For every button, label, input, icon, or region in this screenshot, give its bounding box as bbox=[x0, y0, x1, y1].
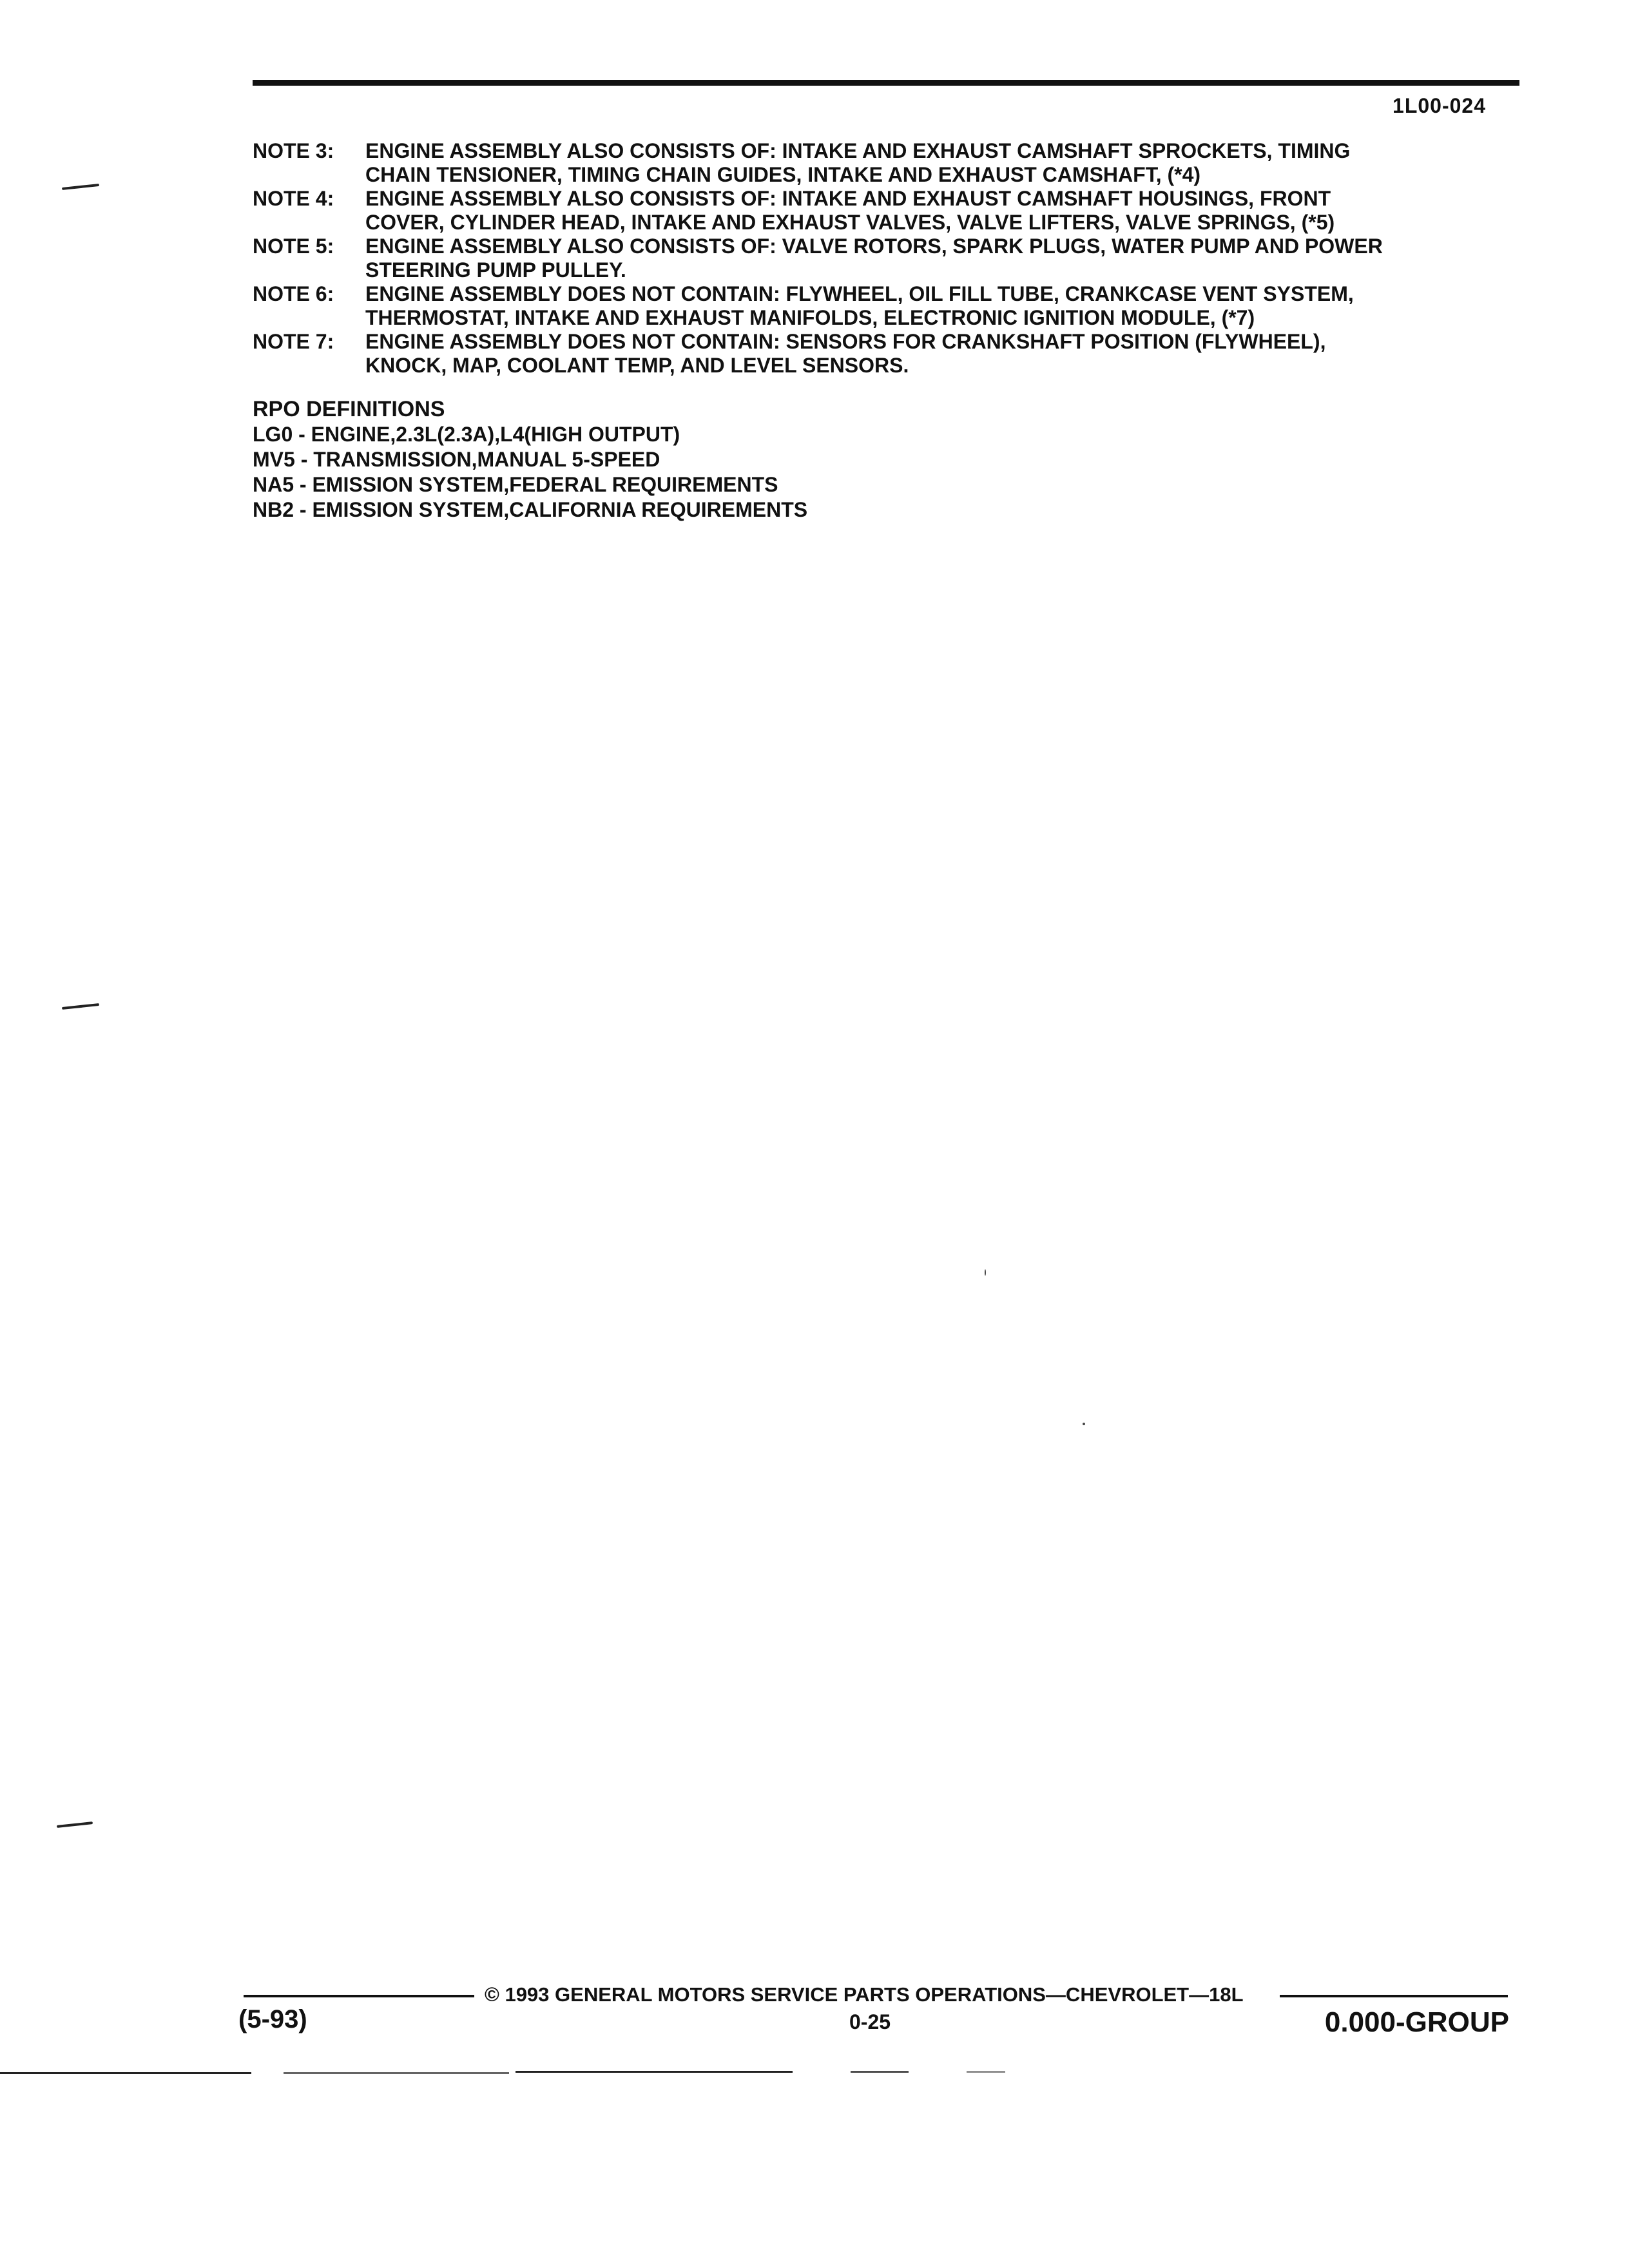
footer-group: 0.000-GROUP bbox=[1324, 2006, 1509, 2038]
margin-mark bbox=[62, 1003, 99, 1010]
margin-mark bbox=[62, 184, 99, 190]
top-rule bbox=[253, 80, 1519, 86]
note-line: THERMOSTAT, INTAKE AND EXHAUST MANIFOLDS, ELECTRONIC IGNITION MODULE, (*7) bbox=[365, 306, 1255, 329]
note-line: ENGINE ASSEMBLY ALSO CONSISTS OF: INTAKE AND EXHAUST CAMSHAFT HOUSINGS, FRONT bbox=[365, 187, 1331, 210]
note-label: NOTE 7: bbox=[253, 330, 334, 353]
note-line: KNOCK, MAP, COOLANT TEMP, AND LEVEL SENSORS. bbox=[365, 354, 909, 377]
note-text bbox=[365, 235, 1516, 282]
note-line: ENGINE ASSEMBLY ALSO CONSISTS OF: VALVE ROTORS, SPARK PLUGS, WATER PUMP AND POWER bbox=[365, 235, 1383, 258]
footer-rule-right bbox=[1280, 1995, 1508, 1997]
note-3 bbox=[253, 139, 1516, 187]
document-code: 1L00-024 bbox=[1393, 94, 1486, 117]
note-line: COVER, CYLINDER HEAD, INTAKE AND EXHAUST VALVES, VALVE LIFTERS, VALVE SPRINGS, (*5) bbox=[365, 211, 1335, 234]
scan-speck bbox=[1083, 1423, 1085, 1425]
notes-section bbox=[253, 139, 1516, 378]
note-text bbox=[365, 187, 1516, 235]
rpo-definitions bbox=[253, 397, 807, 523]
rpo-item: NB2 - EMISSION SYSTEM,CALIFORNIA REQUIREMENTS bbox=[253, 498, 808, 521]
margin-mark bbox=[57, 1821, 93, 1828]
note-4 bbox=[253, 187, 1516, 235]
note-text bbox=[365, 139, 1516, 187]
note-label: NOTE 3: bbox=[253, 139, 334, 162]
note-text bbox=[365, 282, 1516, 330]
rpo-item: NA5 - EMISSION SYSTEM,FEDERAL REQUIREMENTS bbox=[253, 473, 778, 496]
note-line: ENGINE ASSEMBLY ALSO CONSISTS OF: INTAKE AND EXHAUST CAMSHAFT SPROCKETS, TIMING bbox=[365, 139, 1351, 162]
footer-rule-left bbox=[244, 1995, 474, 1997]
note-5 bbox=[253, 235, 1516, 282]
note-label: NOTE 5: bbox=[253, 235, 334, 258]
rpo-item: LG0 - ENGINE,2.3L(2.3A),L4(HIGH OUTPUT) bbox=[253, 423, 680, 446]
scan-edge-line bbox=[0, 2072, 251, 2074]
note-7 bbox=[253, 330, 1516, 378]
note-6 bbox=[253, 282, 1516, 330]
footer-date-code: (5-93) bbox=[238, 2005, 307, 2033]
note-line: ENGINE ASSEMBLY DOES NOT CONTAIN: SENSORS FOR CRANKSHAFT POSITION (FLYWHEEL), bbox=[365, 330, 1326, 353]
rpo-title: RPO DEFINITIONS bbox=[253, 397, 445, 421]
footer-page-number: 0-25 bbox=[849, 2010, 891, 2033]
note-line: CHAIN TENSIONER, TIMING CHAIN GUIDES, INTAKE AND EXHAUST CAMSHAFT, (*4) bbox=[365, 163, 1201, 186]
scan-edge-line bbox=[851, 2071, 909, 2073]
rpo-item: MV5 - TRANSMISSION,MANUAL 5-SPEED bbox=[253, 448, 660, 471]
note-label: NOTE 6: bbox=[253, 282, 334, 305]
scan-edge-line bbox=[967, 2071, 1005, 2073]
scan-edge-line bbox=[516, 2071, 793, 2073]
scan-edge-line bbox=[284, 2072, 509, 2074]
note-line: ENGINE ASSEMBLY DOES NOT CONTAIN: FLYWHEEL, OIL FILL TUBE, CRANKCASE VENT SYSTEM, bbox=[365, 282, 1354, 305]
note-line: STEERING PUMP PULLEY. bbox=[365, 258, 626, 282]
note-text bbox=[365, 330, 1516, 378]
note-label: NOTE 4: bbox=[253, 187, 334, 210]
footer-copyright: © 1993 GENERAL MOTORS SERVICE PARTS OPERATIONS—CHEVROLET—18L bbox=[485, 1983, 1244, 2006]
scan-speck bbox=[985, 1269, 986, 1276]
